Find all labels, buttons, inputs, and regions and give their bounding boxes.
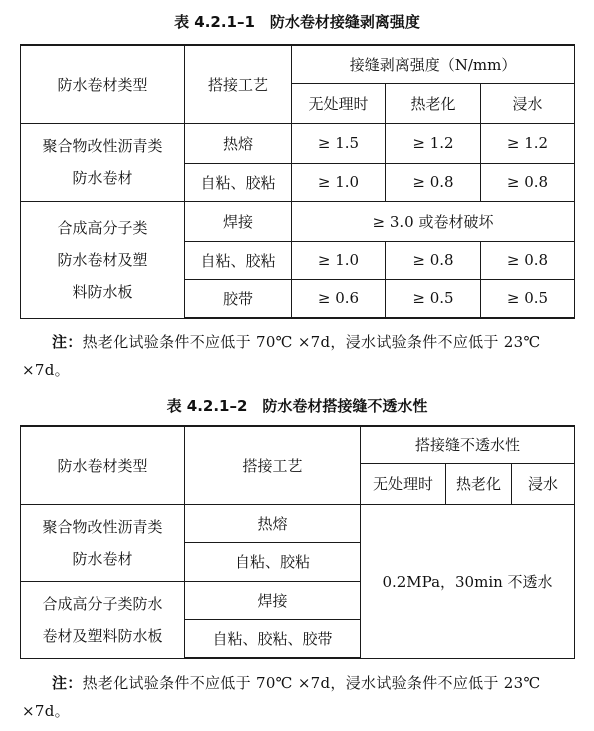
table-row <box>21 504 575 542</box>
value-cell: ≥ 0.8 <box>386 163 481 201</box>
value-cell: ≥ 1.0 <box>292 163 386 201</box>
value-cell: ≥ 0.8 <box>386 241 481 279</box>
merged-value-cell: ≥ 3.0 或卷材破坏 <box>292 201 575 241</box>
value-cell: ≥ 0.8 <box>481 163 575 201</box>
peel-strength-table <box>20 44 575 319</box>
process-cell: 自粘、胶粘 <box>185 241 292 279</box>
membrane-type-line: 聚合物改性沥青类 <box>42 137 163 155</box>
value-cell: ≥ 0.5 <box>386 279 481 318</box>
process-cell: 热熔 <box>185 123 292 163</box>
value-cell: ≥ 1.2 <box>481 123 575 163</box>
subheader-heat-aging: 热老化 <box>386 83 481 123</box>
membrane-type-line: 防水卷材 <box>72 549 133 568</box>
table-row <box>21 123 575 163</box>
membrane-type-cell <box>21 504 185 581</box>
note-label: 注： <box>52 674 83 692</box>
subheader-heat-aging: 热老化 <box>446 463 512 504</box>
process-cell: 自粘、胶粘 <box>185 542 361 581</box>
table2-note <box>22 669 582 725</box>
membrane-type-line: 合成高分子类防水 <box>42 594 163 613</box>
subheader-water-immersion: 浸水 <box>481 83 575 123</box>
process-cell: 热熔 <box>185 504 361 542</box>
process-cell: 焊接 <box>185 581 361 619</box>
table2-caption: 表 4.2.1–2 防水卷材搭接缝不透水性 <box>166 397 428 415</box>
subheader-water-immersion: 浸水 <box>512 463 575 504</box>
process-cell: 胶带 <box>185 279 292 318</box>
note-text: 热老化试验条件不应低于 70℃ ×7d，浸水试验条件不应低于 23℃ ×7d。 <box>22 333 541 379</box>
value-cell: ≥ 0.6 <box>292 279 386 318</box>
note-text: 热老化试验条件不应低于 70℃ ×7d，浸水试验条件不应低于 23℃ ×7d。 <box>22 674 541 720</box>
table1-caption: 表 4.2.1–1 防水卷材接缝剥离强度 <box>174 13 420 31</box>
header-membrane-type: 防水卷材类型 <box>21 426 185 504</box>
membrane-type-line: 防水卷材及塑 <box>57 250 148 269</box>
impermeability-table <box>20 425 575 659</box>
header-lap-process: 搭接工艺 <box>185 426 361 504</box>
membrane-type-line: 聚合物改性沥青类 <box>42 517 163 536</box>
table1-note <box>22 328 582 384</box>
process-cell: 自粘、胶粘、胶带 <box>185 619 361 658</box>
process-cell: 自粘、胶粘 <box>185 163 292 201</box>
process-cell: 焊接 <box>185 201 292 241</box>
note-label: 注： <box>52 333 83 351</box>
membrane-type-cell <box>21 123 185 201</box>
membrane-type-cell <box>21 581 185 658</box>
table-row <box>21 201 575 241</box>
membrane-type-cell <box>21 201 185 318</box>
header-peel-strength: 接缝剥离强度（N/mm） <box>292 45 575 83</box>
value-cell: ≥ 0.8 <box>481 241 575 279</box>
value-cell: ≥ 1.2 <box>386 123 481 163</box>
membrane-type-line: 合成高分子类 <box>57 218 148 237</box>
membrane-type-line: 防水卷材 <box>72 169 133 187</box>
value-cell: ≥ 1.0 <box>292 241 386 279</box>
subheader-untreated: 无处理时 <box>292 83 386 123</box>
header-lap-process: 搭接工艺 <box>185 45 292 123</box>
subheader-untreated: 无处理时 <box>361 463 446 504</box>
value-cell: ≥ 0.5 <box>481 279 575 318</box>
membrane-type-line: 卷材及塑料防水板 <box>42 626 163 645</box>
membrane-type-line: 料防水板 <box>72 282 133 301</box>
header-membrane-type: 防水卷材类型 <box>21 45 185 123</box>
impermeability-result-cell: 0.2MPa，30min 不透水 <box>361 504 575 658</box>
value-cell: ≥ 1.5 <box>292 123 386 163</box>
header-impermeability: 搭接缝不透水性 <box>361 426 575 463</box>
